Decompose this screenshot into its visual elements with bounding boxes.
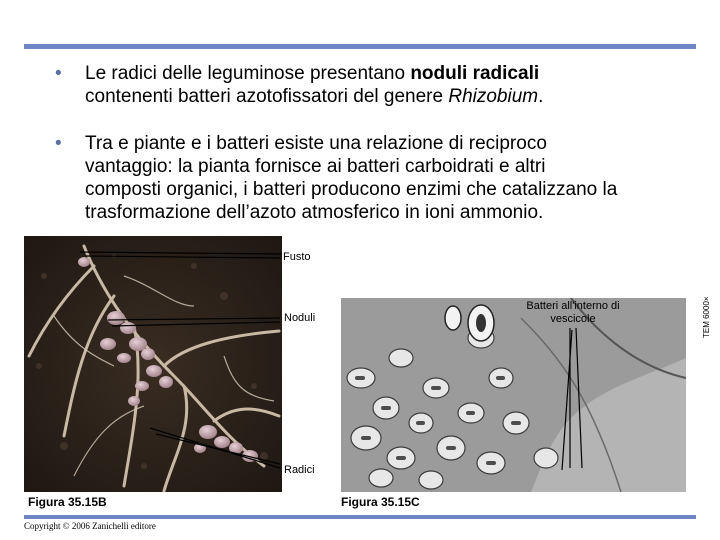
label-fusto: Fusto <box>283 251 311 263</box>
bullet-text-2: Tra e piante e i batteri esiste una relazione di reciproco vantaggio: la pianta fornisce ai batteri carboidrati e altri composti organici, i batteri producono enzimi che catalizzano la trasformazione dell’azoto atmosferico in ioni ammonio. <box>85 133 618 223</box>
bacteria-vesicles-illustration <box>341 298 686 492</box>
copyright-notice: Copyright © 2006 Zanichelli editore <box>24 521 156 531</box>
label-tem-magnification: TEM 6000× <box>702 296 711 338</box>
bullet-text-part: Le radici delle leguminose presentano <box>85 63 411 84</box>
italic-term: Rhizobium <box>448 86 539 107</box>
label-radici: Radici <box>284 464 315 476</box>
bullet-marker: • <box>55 133 62 154</box>
bottom-divider <box>24 515 696 519</box>
figure-caption-b: Figura 35.15B <box>28 495 107 509</box>
root-nodules-photo <box>24 236 282 492</box>
bold-term: noduli radicali <box>410 63 540 84</box>
bullet-marker: • <box>55 63 62 84</box>
tem-micrograph-photo <box>341 298 686 492</box>
root-nodules-illustration <box>24 236 282 492</box>
label-noduli: Noduli <box>284 312 316 324</box>
figure-caption-c: Figura 35.15C <box>341 495 420 509</box>
bullet-text-1 <box>85 62 543 108</box>
label-batteri-vescicole: Batteri all'interno di vescicole <box>526 300 620 325</box>
top-divider <box>24 44 696 49</box>
bullet-text-part: . <box>538 86 544 107</box>
bullet-text-part: contenenti batteri azotofissatori del genere <box>85 86 444 107</box>
